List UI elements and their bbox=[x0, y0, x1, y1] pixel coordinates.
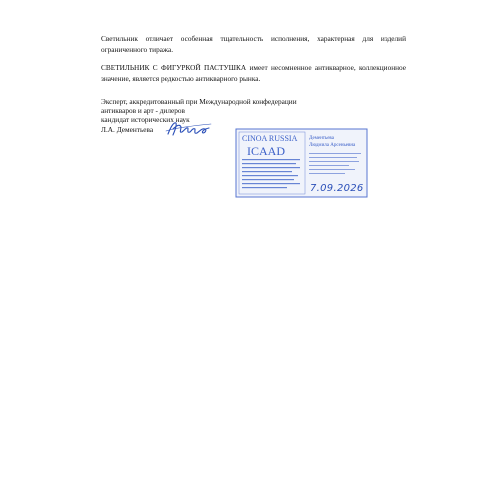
expert-line-1: Эксперт, аккредитованный при Международной конфедерации bbox=[101, 97, 297, 106]
svg-text:Людмила Арсеньевна: Людмила Арсеньевна bbox=[309, 143, 356, 148]
expert-name: Л.А. Дементьева bbox=[101, 124, 154, 134]
paragraph-craftsmanship-text: Светильник отличает особенная тщательность исполнения, характерная для изделий ограниченного тиража. bbox=[101, 34, 406, 54]
stamp-org-abbr: ICAAD bbox=[247, 144, 285, 158]
item-title: СВЕТИЛЬНИК С ФИГУРКОЙ ПАСТУШКА bbox=[101, 63, 247, 72]
expert-line-3: кандидат исторических наук bbox=[101, 115, 190, 125]
stamp-date: 7.09.2026 bbox=[310, 183, 364, 194]
handwritten-signature bbox=[165, 118, 215, 138]
expert-line-2: антикваров и арт - дилеров bbox=[101, 106, 185, 116]
paragraph-value-text: имеет несомненное антикварное, коллекционное значение, является редкостью антикварного рынка. bbox=[101, 63, 406, 83]
paragraph-value bbox=[101, 63, 406, 84]
stamp-holder-name: Дементьева bbox=[309, 136, 334, 141]
stamp-org-name: CINOA RUSSIA bbox=[242, 134, 298, 143]
paragraph-craftsmanship bbox=[101, 34, 406, 55]
